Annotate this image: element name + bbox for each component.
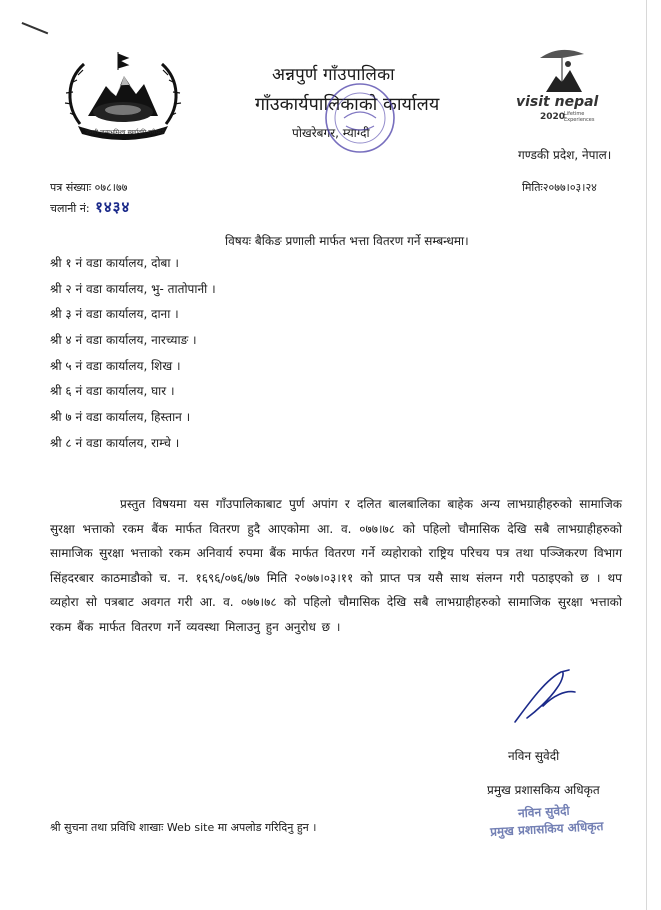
dispatch-label: चलानी नं: xyxy=(50,202,90,215)
office-place: पोखरेबगर, म्याग्दी xyxy=(292,126,370,140)
date-label: मितिः xyxy=(522,181,543,194)
footer-note: श्री सुचना तथा प्रविधि शाखाः Web site मा अपलोड गरिदिनु हुन । xyxy=(50,821,317,834)
recipient-item: श्री ८ नं वडा कार्यालय, राम्चे । xyxy=(50,435,180,450)
dispatch-value: १४३४ xyxy=(95,198,131,216)
org-name: अन्नपुर्ण गाँउपालिका xyxy=(272,65,395,85)
visit-nepal-tagline-2: Experiences xyxy=(564,117,595,123)
signature-stamp-name: नविन सुवेदी xyxy=(517,803,570,821)
letter-body: प्रस्तुत विषयमा यस गाँउपालिकाबाट पुर्ण अपांग र दलित बालबालिका बाहेक अन्य लाभग्राहीहरुको सामाजिक सुरक्षा भत्ताको रकम बैंक मार्फत वितरण हुदै आएकोमा आ. व. ०७७।७८ को पहिलो चौमासिक देखि सबै लाभग्राहीहरुको सामाजिक सुरक्षा भत्ताको रकम अनिवार्य रुपमा बैंक मार्फत वितरण गर्ने व्यहोराको राष्ट्रिय परिचय पत्र तथा पञ्जिकरण विभाग सिंहदरबार काठमाडौको च. न. १६९६/०७६/७७ मिति २०७७।०३।११ को प्राप्त पत्र यसै साथ संलग्न गरी पठाइएको छ । थप व्यहोरा सो पत्रबाट अवगत गरी आ. व. ०७७।७८ को पहिलो चौमासिक देखि सबै लाभग्राहीहरुको सामाजिक सुरक्षा भत्ताको रकम बैंक मार्फत वितरण गर्ने व्यवस्था मिलाउनु हुन अनुरोध छ । xyxy=(50,497,622,634)
page-edge xyxy=(646,0,647,910)
scan-mark xyxy=(22,22,49,34)
office-seal-stamp-icon xyxy=(320,78,400,158)
letter-date xyxy=(522,180,597,195)
recipient-item: श्री ४ नं वडा कार्यालय, नारच्याङ । xyxy=(50,333,197,348)
signature-stamp-title: प्रमुख प्रशासकिय अधिकृत xyxy=(489,819,604,839)
recipient-item: श्री ५ नं वडा कार्यालय, शिख । xyxy=(50,358,181,373)
visit-nepal-brand: visit nepal xyxy=(516,94,599,110)
recipient-item: श्री ६ नं वडा कार्यालय, घार । xyxy=(50,384,175,399)
emblem-motto: जननी जन्मभूमिश्च स्वर्गादपि गरीयसी xyxy=(85,129,165,136)
province-name: गण्डकी प्रदेश, नेपाल। xyxy=(518,148,612,162)
recipient-item: श्री ७ नं वडा कार्यालय, हिस्तान । xyxy=(50,410,191,425)
recipient-item: श्री २ नं वडा कार्यालय, भु- तातोपानी । xyxy=(50,281,216,296)
recipient-list xyxy=(50,254,216,460)
visit-nepal-2020-logo-icon xyxy=(532,44,592,96)
visit-nepal-tagline-1: Lifetime xyxy=(564,111,585,117)
office-name: गाँउकार्यपालिकाको कार्यालय xyxy=(255,94,440,115)
reference-number xyxy=(50,180,127,195)
visit-nepal-year: 2020 xyxy=(540,112,566,122)
reference-value: ०७८।७७ xyxy=(94,181,128,194)
handwritten-signature-icon xyxy=(505,666,585,730)
recipient-item: श्री १ नं वडा कार्यालय, दोबा । xyxy=(50,256,179,270)
signer-name: नविन सुवेदी xyxy=(508,749,560,763)
dispatch-number xyxy=(50,197,130,217)
recipient-item: श्री ३ नं वडा कार्यालय, दाना । xyxy=(50,307,179,322)
reference-label: पत्र संख्याः xyxy=(50,181,92,194)
signer-title: प्रमुख प्रशासकिय अधिकृत xyxy=(487,783,600,797)
letter-subject: विषयः बैकिङ प्रणाली मार्फत भत्ता वितरण गर्ने सम्बन्धमा। xyxy=(225,234,469,248)
date-value: २०७७।०३।२४ xyxy=(542,181,597,194)
